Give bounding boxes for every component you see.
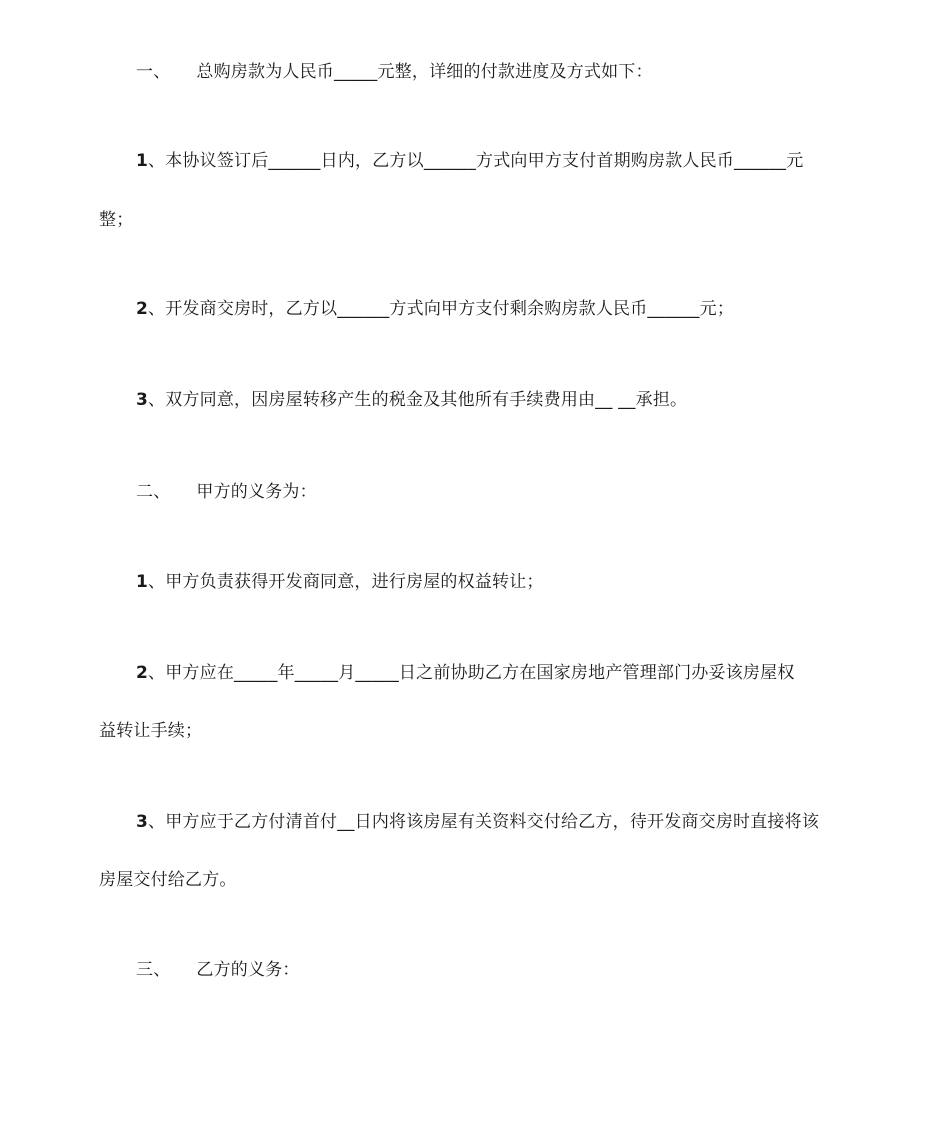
item-number: 2	[136, 663, 149, 683]
paragraph-text: 、甲方应于乙方付清首付__日内将该房屋有关资料交付给乙方，待开发商交房时直接将该	[148, 812, 820, 832]
paragraph-continuation	[99, 208, 133, 232]
paragraph-item	[136, 570, 544, 594]
paragraph-text: 甲方的义务为：	[196, 482, 317, 502]
paragraph-text: 、甲方负责获得开发商同意，进行房屋的权益转让；	[148, 572, 544, 592]
paragraph-text: 、本协议签订后______日内，乙方以______方式向甲方支付首期购房款人民币______元	[148, 151, 804, 171]
item-number: 2	[136, 299, 149, 319]
section-number: 二、	[136, 482, 171, 502]
paragraph-item	[136, 810, 819, 834]
section-heading-3	[136, 958, 300, 982]
item-number: 1	[136, 572, 149, 592]
paragraph-continuation	[99, 868, 237, 892]
paragraph-item	[136, 661, 795, 685]
item-number: 1	[136, 151, 149, 171]
paragraph-text: 房屋交付给乙方。	[99, 870, 237, 890]
paragraph-text: 总购房款为人民币_____元整，详细的付款进度及方式如下：	[196, 62, 653, 82]
section-heading-1	[136, 60, 653, 84]
item-number: 3	[136, 812, 149, 832]
paragraph-item	[136, 388, 687, 412]
item-number: 3	[136, 390, 149, 410]
paragraph-text: 、开发商交房时，乙方以______方式向甲方支付剩余购房款人民币______元；	[148, 299, 735, 319]
paragraph-text: 益转让手续；	[99, 721, 203, 741]
section-heading-2	[136, 480, 317, 504]
section-number: 三、	[136, 960, 171, 980]
paragraph-text: 、双方同意，因房屋转移产生的税金及其他所有手续费用由__ __承担。	[148, 390, 688, 410]
paragraph-text: 乙方的义务：	[196, 960, 300, 980]
paragraph-item	[136, 297, 734, 321]
paragraph-item	[136, 149, 803, 173]
paragraph-continuation	[99, 719, 202, 743]
section-number: 一、	[136, 62, 171, 82]
paragraph-text: 整；	[99, 210, 134, 230]
paragraph-text: 、甲方应在_____年_____月_____日之前协助乙方在国家房地产管理部门办妥该房屋权	[148, 663, 795, 683]
